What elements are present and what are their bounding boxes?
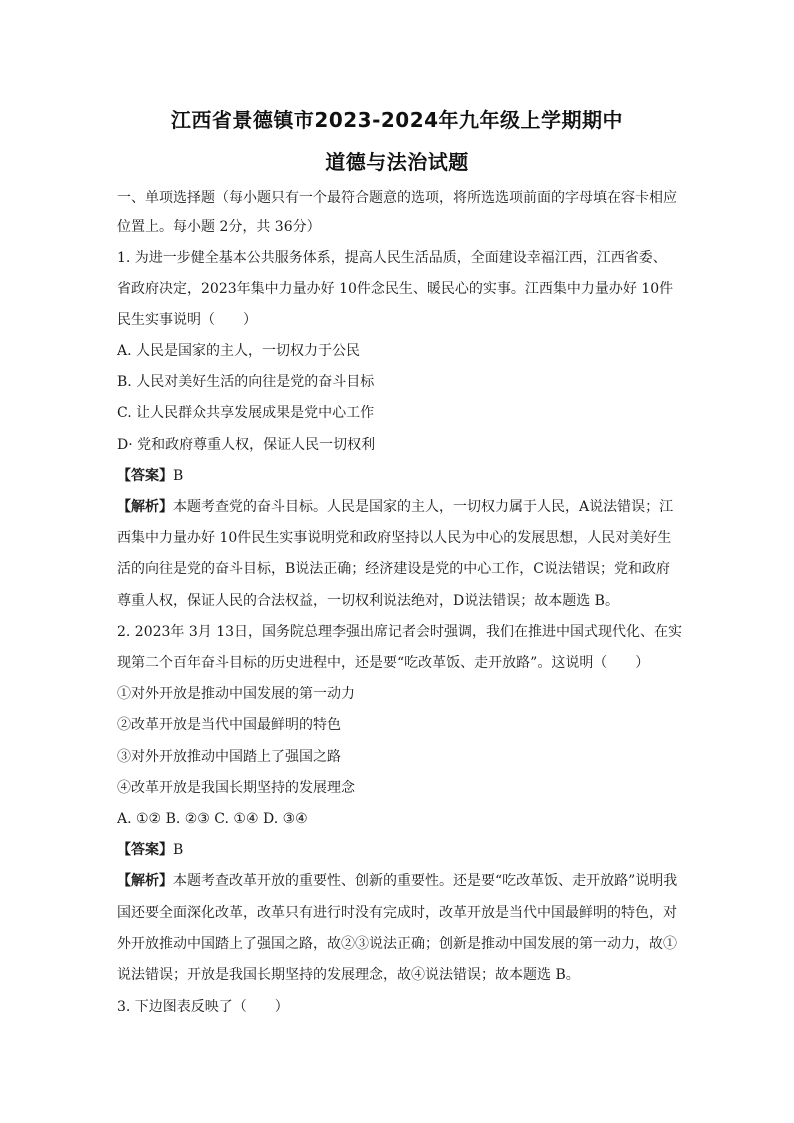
q1-analysis-line (117, 498, 673, 516)
analysis-text: 本题考查党的奋斗目标。人民是国家的主人，一切权力属于人民，A说法错误；江 (173, 499, 674, 515)
q2-answer (117, 841, 183, 859)
q2-item: ②改革开放是当代中国最鲜明的特色 (117, 717, 341, 733)
q1-analysis-line: 尊重人权，保证人民的合法权益，一切权利说法绝对，D说法错误；故本题选 B。 (117, 593, 619, 609)
section-header-line1: 一、单项选择题（每小题只有一个最符合题意的选项，将所选选项前面的字母填在容卡相应 (117, 190, 677, 206)
q2-analysis-line (117, 872, 677, 890)
q3-stem: 3. 下边图表反映了（ ） (117, 999, 289, 1015)
q1-answer (117, 467, 183, 485)
analysis-label: 【解析】 (117, 499, 173, 515)
q1-option-d: D· 党和政府尊重人权，保证人民一切权利 (117, 437, 376, 453)
q1-stem-line: 省政府决定，2023年集中力量办好 10件念民生、暖民心的实事。江西集中力量办好 10件 (117, 281, 674, 297)
q2-stem-line: 2. 2023年 3月 13日，国务院总理李强出席记者会时强调，我们在推进中国式现代化、在实 (117, 624, 683, 640)
q1-option-c: C. 让人民群众共享发展成果是党中心工作 (117, 405, 375, 421)
q2-item: ③对外开放推动中国踏上了强国之路 (117, 749, 341, 765)
q1-analysis-line: 西集中力量办好 10件民生实事说明党和政府坚持以人民为中心的发展思想，人民对美好生 (117, 530, 672, 546)
analysis-label: 【解析】 (117, 873, 173, 889)
section-header-line2: 位置上。每小题 2分，共 36分） (117, 219, 321, 235)
analysis-text: 本题考查改革开放的重要性、创新的重要性。还是要“吃改革饭、走开放路”说明我 (173, 873, 678, 889)
q1-stem-line: 民生实事说明（ ） (117, 312, 257, 328)
answer-value: B (173, 468, 184, 484)
document-subtitle: 道德与法治试题 (325, 150, 469, 174)
answer-value: B (173, 842, 184, 858)
q2-analysis-line: 国还要全面深化改革，改革只有进行时没有完成时，改革开放是当代中国最鲜明的特色，对 (117, 905, 677, 921)
q2-item: ①对外开放是推动中国发展的第一动力 (117, 686, 355, 702)
q1-analysis-line: 活的向往是党的奋斗目标，B说法正确；经济建设是党的中心工作，C说法错误；党和政府 (117, 561, 670, 577)
q2-stem-line: 现第二个百年奋斗目标的历史进程中，还是要“吃改革饭、走开放路”。这说明（ ） (117, 655, 650, 671)
q1-stem-line: 1. 为进一步健全基本公共服务体系，提高人民生活品质，全面建设幸福江西，江西省委、 (117, 250, 667, 266)
q2-analysis-line: 外开放推动中国踏上了强国之路，故②③说法正确；创新是推动中国发展的第一动力，故① (117, 936, 677, 952)
q2-options: A. ①② B. ②③ C. ①④ D. ③④ (117, 811, 308, 827)
answer-label: 【答案】 (117, 468, 173, 484)
q2-analysis-line: 说法错误；开放是我国长期坚持的发展理念，故④说法错误；故本题选 B。 (117, 967, 580, 983)
q2-item: ④改革开放是我国长期坚持的发展理念 (117, 780, 355, 796)
answer-label: 【答案】 (117, 842, 173, 858)
q1-option-b: B. 人民对美好生活的向往是党的奋斗目标 (117, 374, 375, 390)
document-title: 江西省景德镇市2023-2024年九年级上学期期中 (170, 108, 624, 132)
q1-option-a: A. 人民是国家的主人，一切权力于公民 (117, 343, 361, 359)
